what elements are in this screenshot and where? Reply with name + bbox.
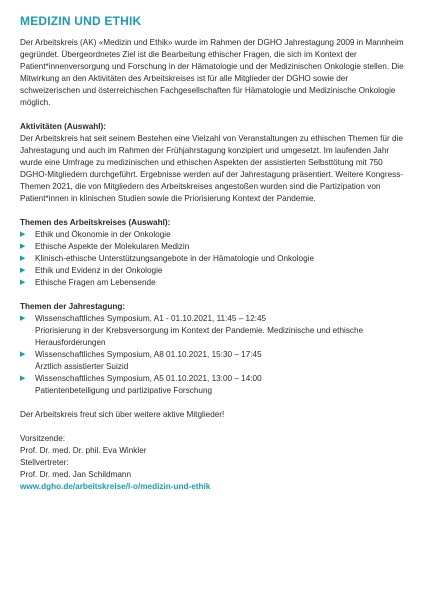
deputy-name: Prof. Dr. med. Jan Schildmann (20, 470, 132, 479)
triangle-bullet-icon: ▶ (20, 255, 26, 262)
list-item: ▶ Ethische Fragen am Lebensende (20, 278, 156, 287)
triangle-bullet-icon: ▶ (20, 279, 26, 286)
triangle-bullet-icon: ▶ (20, 315, 26, 322)
list-item: ▶ Ethische Aspekte der Molekularen Medizin (20, 242, 190, 251)
themes-heading: Themen des Arbeitskreises (Auswahl): (20, 218, 171, 227)
triangle-bullet-icon: ▶ (20, 231, 26, 238)
intro-paragraph: Der Arbeitskreis (AK) «Medizin und Ethik» wurde im Rahmen der DGHO Jahrestagung 2009 in Mannheim gegründet. Übergeordnetes Ziel ist die Bearbeitung ethischer Fragen, die sich im Kontext der Patient*innenversorgung und Forschung in der Hämatologie und der Medizinischen Onkologie stellen. Die Mitwirkung an den Aktivitäten des Arbeitskreises ist für alle Mitglieder der DGHO sowie der schweizerischen und österreichischen Fachgesellschaften für Hämatologie und Medizinische Onkologie möglich. (20, 38, 404, 107)
activities-paragraph: Der Arbeitskreis hat seit seinem Bestehen eine Vielzahl von Veranstaltungen zu ethischen Themen für die Jahrestagung und auch im Rahmen der Frühjahrstagung konzipiert und umgesetzt. Im laufenden Jahr wurde eine Umfrage zu medizinischen und ethischen Aspekten der assistierten Selbsttötung mit 750 DGHO-Mitgliedern durchgeführt. Ergebnisse werden auf der Jahrestagung präsentiert. Weitere Kongress-Themen 2021, die von Mitgliedern des Arbeitskreises angestoßen wurden sind die Partizipation von Patient*innen in klinischen Studien sowie die Priorisierung Kontext der Pandemie. (20, 134, 404, 203)
list-item: ▶ Klinisch-ethische Unterstützungsangebote in der Hämatologie und Onkologie (20, 254, 314, 263)
triangle-bullet-icon: ▶ (20, 375, 26, 382)
closing-line: Der Arbeitskreis freut sich über weitere aktive Mitglieder! (20, 410, 225, 419)
document-page (20, 14, 405, 493)
website-link[interactable]: www.dgho.de/arbeitskreise/l-o/medizin-und-ethik (20, 482, 211, 491)
list-item: ▶ Ethik und Ökonomie in der Onkologie (20, 230, 171, 239)
annual-heading: Themen der Jahrestagung: (20, 302, 126, 311)
list-item: ▶ Ethik und Evidenz in der Onkologie (20, 266, 163, 275)
triangle-bullet-icon: ▶ (20, 267, 26, 274)
triangle-bullet-icon: ▶ (20, 243, 26, 250)
chair-name: Prof. Dr. med. Dr. phil. Eva Winkler (20, 446, 147, 455)
list-item: ▶ Wissenschaftliches Symposium, A8 01.10.2021, 15:30 – 17:45 Ärztlich assistierter Suizid (20, 350, 262, 371)
deputy-label: Stellvertreter: (20, 458, 69, 467)
list-item: ▶ Wissenschaftliches Symposium, A1 - 01.10.2021, 11:45 – 12:45 Priorisierung in der Krebsversorgung im Kontext der Pandemie. Medizinische und ethische Herausforderungen (20, 314, 364, 347)
activities-heading: Aktivitäten (Auswahl): (20, 122, 106, 131)
chair-label: Vorsitzende: (20, 434, 66, 443)
list-item: ▶ Wissenschaftliches Symposium, A5 01.10.2021, 13:00 – 14:00 Patientenbeteiligung und partizipative Forschung (20, 374, 262, 395)
annual-list (20, 313, 405, 397)
triangle-bullet-icon: ▶ (20, 351, 26, 358)
page-title: MEDIZIN UND ETHIK (20, 14, 142, 28)
themes-list (20, 229, 405, 289)
